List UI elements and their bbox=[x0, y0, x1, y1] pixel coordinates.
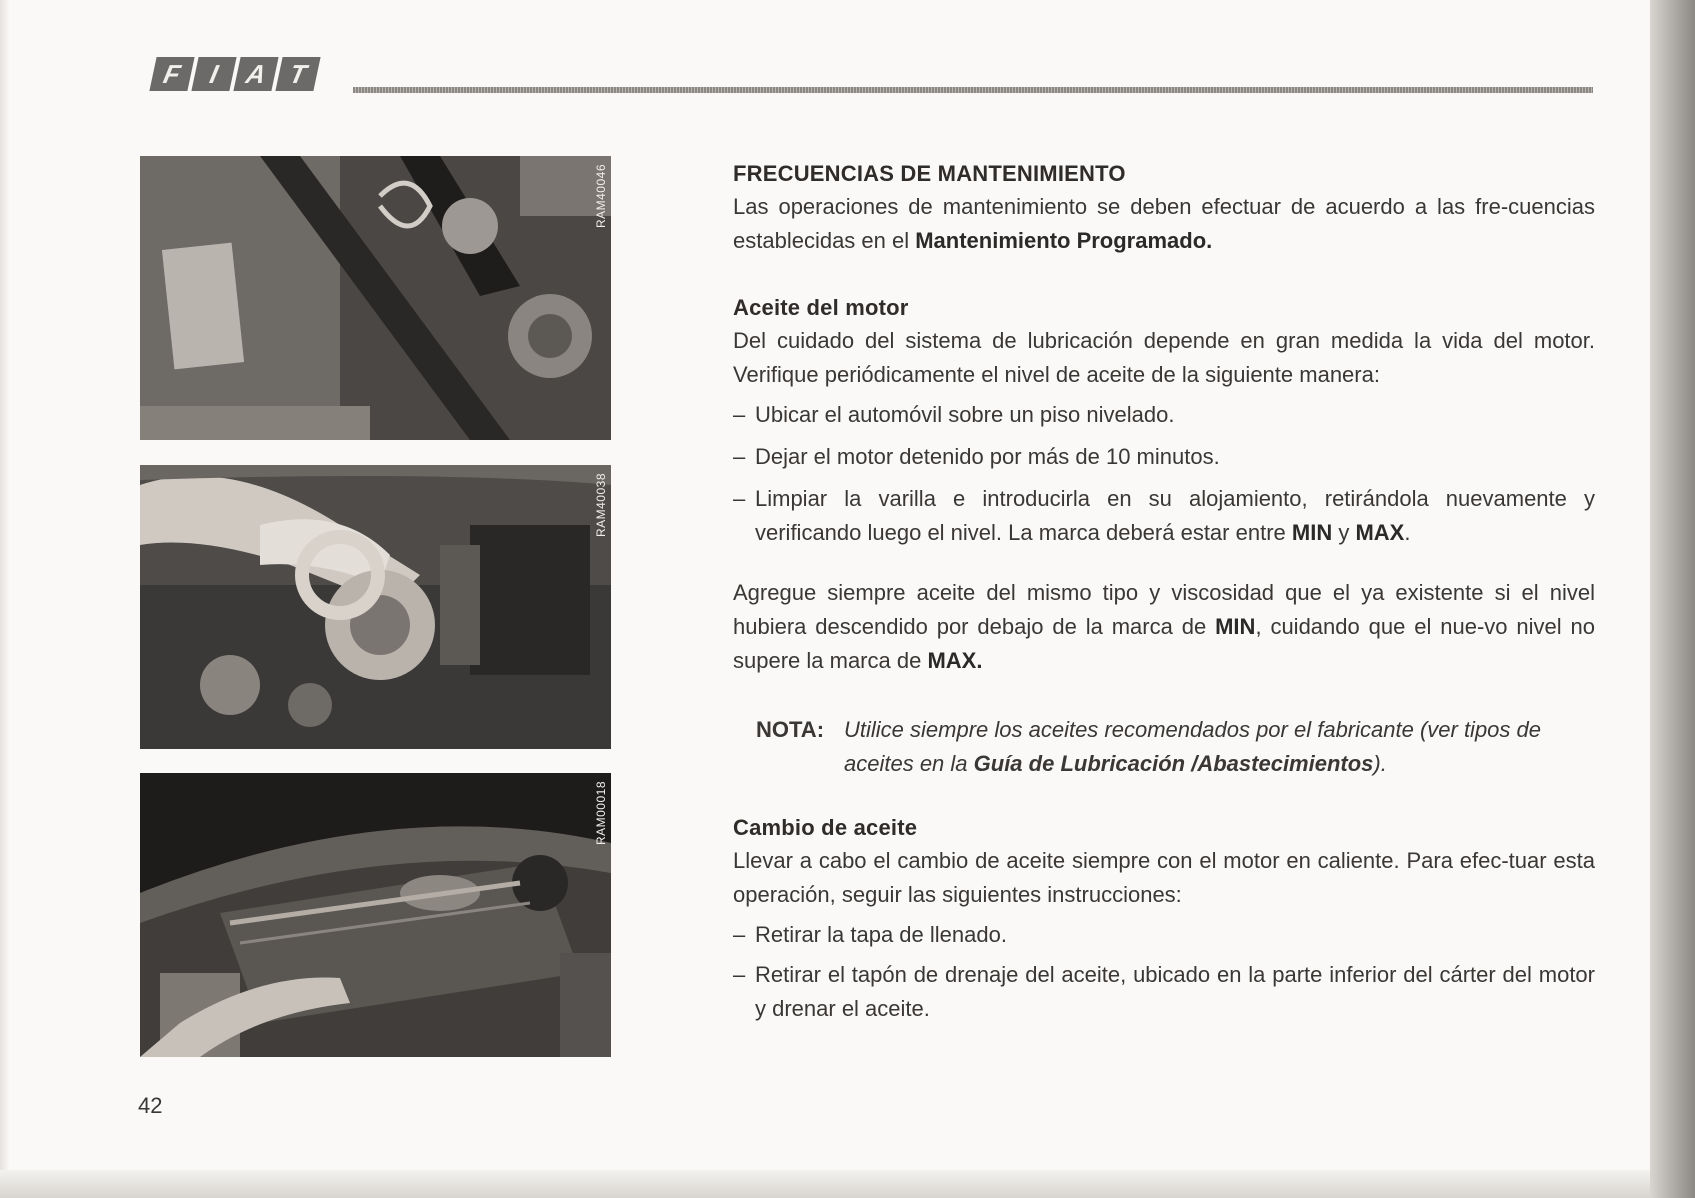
list-item bbox=[733, 482, 1595, 550]
engine-bay-photo bbox=[140, 156, 611, 440]
photo-code: RAM00018 bbox=[594, 781, 608, 846]
section-paragraph: Del cuidado del sistema de lubricación depende en gran medida la vida del motor. Verifique periódicamente el nivel de aceite de la siguiente manera: bbox=[733, 328, 1595, 387]
dash-bullet: – bbox=[733, 402, 746, 427]
logo-letter: T bbox=[275, 57, 320, 91]
section-title: Aceite del motor bbox=[733, 295, 909, 320]
oil-change-section bbox=[733, 812, 1595, 1026]
header-rule bbox=[353, 87, 1593, 93]
engine-oil-section bbox=[733, 292, 1595, 678]
maintenance-frequency-section bbox=[733, 158, 1595, 258]
oil-drain-plug-photo bbox=[140, 773, 611, 1057]
fiat-logo bbox=[153, 57, 321, 91]
paragraph-text: Agregue siempre aceite del mismo tipo y viscosidad que el ya existente si el nivel hubiera descendido por debajo de la marca de bbox=[733, 580, 1595, 639]
section-paragraph: Llevar a cabo el cambio de aceite siempre con el motor en caliente. Para efec-tuar esta operación, seguir las siguientes instrucciones: bbox=[733, 848, 1595, 907]
section-paragraph bbox=[733, 190, 1595, 258]
note-text bbox=[844, 713, 1596, 781]
section-paragraph bbox=[733, 576, 1595, 678]
oil-filler-cap-photo bbox=[140, 465, 611, 749]
paragraph-text: Las operaciones de mantenimiento se deben efectuar de acuerdo a las fre-cuencias establecidas en el bbox=[733, 194, 1595, 253]
section-title: FRECUENCIAS DE MANTENIMIENTO bbox=[733, 161, 1126, 186]
note-block bbox=[756, 713, 1596, 781]
min-mark: MIN bbox=[1215, 614, 1256, 639]
dash-bullet: – bbox=[733, 962, 746, 987]
lubrication-guide-reference: Guía de Lubricación /Abastecimientos bbox=[973, 751, 1374, 776]
list-item-text-part: y bbox=[1332, 520, 1356, 545]
section-title: Cambio de aceite bbox=[733, 815, 918, 840]
page-bottom-edge bbox=[0, 1170, 1650, 1198]
note-text-part: Utilice siempre los aceites recomendados por el fabricante (ver tipos de aceites en la bbox=[844, 717, 1541, 776]
list-item-text: Ubicar el automóvil sobre un piso nivelado. bbox=[755, 402, 1175, 427]
list-item-text: Retirar la tapa de llenado. bbox=[755, 922, 1007, 947]
paragraph-text: , cuidando que el nue-vo nivel no supere la marca de bbox=[733, 614, 1596, 673]
page-left-edge bbox=[0, 0, 10, 1198]
list-item-text-part: . bbox=[1404, 520, 1411, 545]
note-text-part: ). bbox=[1373, 751, 1387, 776]
dash-bullet: – bbox=[733, 922, 746, 947]
photo-code: RAM40046 bbox=[594, 164, 608, 229]
max-mark: MAX. bbox=[927, 648, 983, 673]
list-item-text bbox=[755, 486, 1595, 545]
page-number: 42 bbox=[138, 1093, 163, 1118]
logo-letter: I bbox=[191, 57, 236, 91]
list-item bbox=[733, 398, 1595, 432]
list-item bbox=[733, 958, 1595, 1026]
dash-bullet: – bbox=[733, 444, 746, 469]
list-item bbox=[733, 440, 1595, 474]
max-mark: MAX bbox=[1355, 520, 1405, 545]
logo-letter: F bbox=[149, 57, 194, 91]
dash-bullet: – bbox=[733, 486, 746, 511]
logo-letter: A bbox=[233, 57, 278, 91]
page-right-edge bbox=[1650, 0, 1695, 1198]
list-item bbox=[733, 918, 1595, 952]
note-label: NOTA: bbox=[756, 717, 825, 742]
list-item-text: Dejar el motor detenido por más de 10 minutos. bbox=[755, 444, 1220, 469]
photo-code: RAM40038 bbox=[594, 473, 608, 538]
list-item-text-part: Limpiar la varilla e introducirla en su alojamiento, retirándola nuevamente y verificando luego el nivel. La marca deberá estar entre bbox=[755, 486, 1595, 545]
min-mark: MIN bbox=[1291, 520, 1333, 545]
list-item-text: Retirar el tapón de drenaje del aceite, ubicado en la parte inferior del cárter del motor y drenar el aceite. bbox=[755, 962, 1595, 1021]
scheduled-maintenance-reference: Mantenimiento Programado. bbox=[915, 228, 1213, 253]
